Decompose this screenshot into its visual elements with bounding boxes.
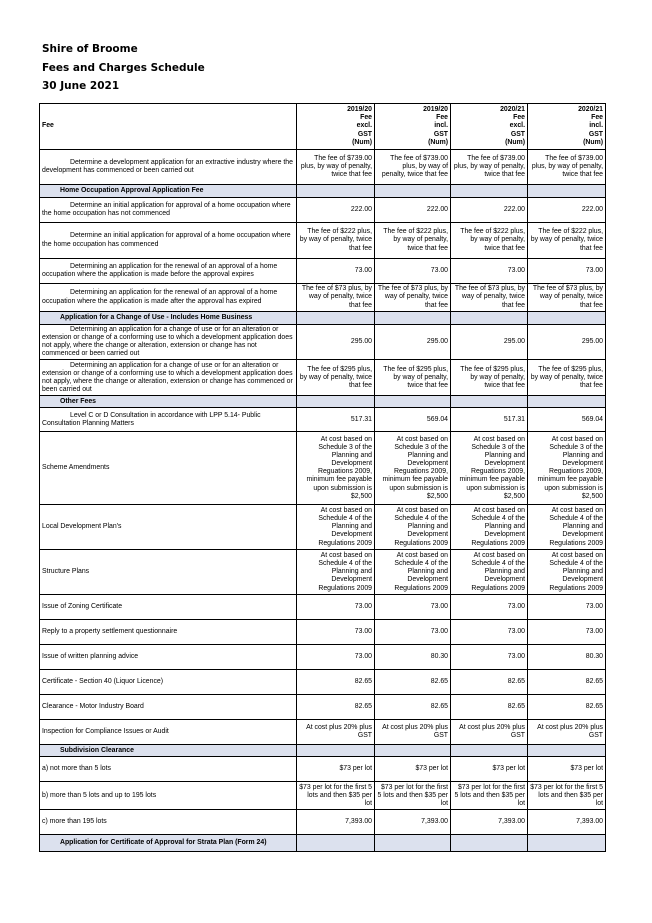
fee-value-cell: 295.00 [297,325,375,360]
fee-value-cell: The fee of $73 plus, by way of penalty, twice that fee [451,284,528,312]
section-empty-cell [297,312,375,325]
fee-value-cell: 73.00 [528,620,606,645]
fee-description: Clearance - Motor Industry Board [40,695,297,720]
fee-value-cell: 7,393.00 [451,810,528,835]
fee-value-cell: $73 per lot [528,757,606,782]
fee-value-cell: 569.04 [528,408,606,432]
fee-value-cell: $73 per lot for the first 5 lots and then $35 per lot [297,782,375,810]
fee-value-cell: $73 per lot [375,757,451,782]
fee-value-cell: 73.00 [451,620,528,645]
fee-value-cell: $73 per lot for the first 5 lots and then $35 per lot [375,782,451,810]
fee-description: Determine an initial application for approval of a home occupation where the home occupation has not commenced [40,198,297,223]
fee-description: b) more than 5 lots and up to 195 lots [40,782,297,810]
section-empty-cell [375,835,451,852]
schedule-title: Fees and Charges Schedule [42,61,205,74]
fee-value-cell: At cost based on Schedule 4 of the Planning and Development Regulations 2009 [451,550,528,595]
table-row [40,198,606,223]
fee-value-cell: 82.65 [451,695,528,720]
fee-description: Level C or D Consultation in accordance with LPP 5.14- Public Consultation Planning Matters [40,408,297,432]
fee-value-cell: 569.04 [375,408,451,432]
fee-value-cell: At cost based on Schedule 4 of the Planning and Development Regulations 2009 [375,550,451,595]
fee-value-cell: 82.65 [528,695,606,720]
fee-value-cell: The fee of $295 plus, by way of penalty, twice that fee [375,360,451,396]
table-row [40,595,606,620]
fee-description: Structure Plans [40,550,297,595]
fee-value-cell: 73.00 [297,620,375,645]
fee-description: Local Development Plan's [40,505,297,550]
fee-value-cell: 222.00 [451,198,528,223]
fee-value-cell: 517.31 [297,408,375,432]
fee-value-cell: At cost based on Schedule 4 of the Planning and Development Regulations 2009 [451,505,528,550]
fee-value-cell: 295.00 [375,325,451,360]
fee-description: Determining an application for the renewal of an approval of a home occupation where the application is made before the approval expires [40,259,297,284]
fee-value-cell: At cost based on Schedule 3 of the Planning and Development Reguations 2009, minimum fee payable upon submission is $2,500 [375,432,451,505]
table-row [40,325,606,360]
table-header-row [40,104,606,150]
section-title: Subdivision Clearance [40,745,297,757]
section-empty-cell [451,396,528,408]
section-title: Other Fees [40,396,297,408]
table-row [40,150,606,185]
table-row [40,670,606,695]
fee-value-cell: 73.00 [451,595,528,620]
fee-value-cell: 80.30 [528,645,606,670]
fee-value-cell: The fee of $73 plus, by way of penalty, twice that fee [297,284,375,312]
fee-value-cell: 7,393.00 [375,810,451,835]
fee-value-cell: At cost based on Schedule 3 of the Planning and Development Reguations 2009, minimum fee payable upon submission is $2,500 [297,432,375,505]
fee-description: Reply to a property settlement questionnaire [40,620,297,645]
section-header-row [40,745,606,757]
fee-value-cell: $73 per lot [451,757,528,782]
fee-value-cell: The fee of $73 plus, by way of penalty, twice that fee [528,284,606,312]
fee-value-cell: The fee of $739.00 plus, by way of penalty, twice that fee [297,150,375,185]
fee-value-cell: $73 per lot for the first 5 lots and then $35 per lot [528,782,606,810]
section-title: Application for a Change of Use - Includes Home Business [40,312,297,325]
section-empty-cell [451,312,528,325]
section-header-row [40,835,606,852]
fee-value-cell: 73.00 [375,620,451,645]
table-row [40,810,606,835]
fee-value-cell: $73 per lot [297,757,375,782]
section-empty-cell [297,185,375,198]
section-header-row [40,396,606,408]
table-row [40,720,606,745]
fee-description: Determining an application for the renewal of an approval of a home occupation where the application is made after the approval has expired [40,284,297,312]
fee-value-cell: The fee of $222 plus, by way of penalty, twice that fee [528,223,606,259]
fee-value-cell: 222.00 [375,198,451,223]
fee-description: Determine an initial application for approval of a home occupation where the home occupation has commenced [40,223,297,259]
fee-value-cell: 295.00 [451,325,528,360]
section-empty-cell [528,745,606,757]
section-title: Home Occupation Approval Application Fee [40,185,297,198]
fee-value-cell: The fee of $222 plus, by way of penalty, twice that fee [375,223,451,259]
fee-value-cell: The fee of $739.00 plus, by way of penalty, twice that fee [375,150,451,185]
fee-value-cell: $73 per lot for the first 5 lots and then $35 per lot [451,782,528,810]
table-row [40,695,606,720]
section-header-row [40,312,606,325]
fee-value-cell: 73.00 [451,645,528,670]
table-row [40,360,606,396]
table-row [40,505,606,550]
fee-value-cell: 7,393.00 [297,810,375,835]
section-empty-cell [297,396,375,408]
fee-value-cell: The fee of $739.00 plus, by way of penalty, twice that fee [528,150,606,185]
table-row [40,620,606,645]
column-header-2020-21-incl: 2020/21 Fee incl. GST (Num) [528,104,606,150]
section-empty-cell [528,312,606,325]
fee-value-cell: 82.65 [528,670,606,695]
section-empty-cell [375,312,451,325]
fee-value-cell: At cost based on Schedule 4 of the Planning and Development Regulations 2009 [297,505,375,550]
fee-value-cell: 73.00 [297,595,375,620]
fee-value-cell: 73.00 [451,259,528,284]
fee-description: Issue of Zoning Certificate [40,595,297,620]
section-empty-cell [451,185,528,198]
fee-value-cell: 73.00 [528,595,606,620]
fee-value-cell: At cost based on Schedule 4 of the Planning and Development Regulations 2009 [528,505,606,550]
fee-value-cell: 82.65 [297,695,375,720]
table-row [40,645,606,670]
fee-description: Issue of written planning advice [40,645,297,670]
fee-value-cell: 73.00 [528,259,606,284]
section-header-row [40,185,606,198]
fee-value-cell: The fee of $222 plus, by way of penalty, twice that fee [451,223,528,259]
schedule-date: 30 June 2021 [42,80,120,92]
fee-value-cell: The fee of $295 plus, by way of penalty, twice that fee [297,360,375,396]
fee-description: Certificate - Section 40 (Liquor Licence) [40,670,297,695]
fees-table [39,103,606,852]
column-header-2020-21-excl: 2020/21 Fee excl. GST (Num) [451,104,528,150]
fee-value-cell: 82.65 [375,695,451,720]
table-row [40,757,606,782]
fee-value-cell: At cost plus 20% plus GST [528,720,606,745]
section-empty-cell [528,396,606,408]
column-header-2019-20-excl: 2019/20 Fee excl. GST (Num) [297,104,375,150]
table-row [40,782,606,810]
fee-value-cell: 7,393.00 [528,810,606,835]
fee-value-cell: 80.30 [375,645,451,670]
fee-description: Scheme Amendments [40,432,297,505]
section-empty-cell [528,835,606,852]
fee-value-cell: The fee of $295 plus, by way of penalty, twice that fee [451,360,528,396]
section-empty-cell [297,745,375,757]
fee-description: Determining an application for a change of use or for an alteration or extension or change of a conforming use to which a development application does not apply, where the change or alteration, extension or change has commenced or been carried out [40,360,297,396]
section-empty-cell [375,396,451,408]
section-empty-cell [528,185,606,198]
fee-value-cell: The fee of $295 plus, by way of penalty, twice that fee [528,360,606,396]
fee-description: a) not more than 5 lots [40,757,297,782]
fee-description: Inspection for Compliance Issues or Audit [40,720,297,745]
table-row [40,550,606,595]
section-empty-cell [297,835,375,852]
fee-value-cell: 222.00 [528,198,606,223]
fee-value-cell: 82.65 [375,670,451,695]
column-header-2019-20-incl: 2019/20 Fee incl. GST (Num) [375,104,451,150]
fee-value-cell: At cost plus 20% plus GST [375,720,451,745]
fee-value-cell: At cost based on Schedule 3 of the Planning and Development Reguations 2009, minimum fee payable upon submission is $2,500 [451,432,528,505]
fee-value-cell: The fee of $73 plus, by way of penalty, twice that fee [375,284,451,312]
fee-value-cell: 73.00 [375,259,451,284]
table-row [40,223,606,259]
section-empty-cell [375,185,451,198]
fee-description: Determining an application for a change of use or for an alteration or extension or change of a conforming use to which a development application does not apply, where the change or alteration, extension or change has not commenced or been carried out [40,325,297,360]
fee-value-cell: 517.31 [451,408,528,432]
organisation-name: Shire of Broome [42,43,138,55]
fee-column-header: Fee [40,104,297,150]
table-row [40,432,606,505]
fee-value-cell: 82.65 [297,670,375,695]
fees-table-body [40,150,606,852]
fee-value-cell: 73.00 [297,645,375,670]
fee-value-cell: At cost based on Schedule 4 of the Planning and Development Regulations 2009 [528,550,606,595]
fee-value-cell: At cost based on Schedule 4 of the Planning and Development Regulations 2009 [297,550,375,595]
fee-value-cell: At cost plus 20% plus GST [297,720,375,745]
table-row [40,408,606,432]
fee-value-cell: At cost based on Schedule 3 of the Planning and Development Reguations 2009, minimum fee payable upon submission is $2,500 [528,432,606,505]
fee-value-cell: 82.65 [451,670,528,695]
table-row [40,259,606,284]
section-empty-cell [451,745,528,757]
fee-value-cell: At cost plus 20% plus GST [451,720,528,745]
section-empty-cell [451,835,528,852]
section-title: Application for Certificate of Approval for Strata Plan (Form 24) [40,835,297,852]
table-row [40,284,606,312]
fee-value-cell: The fee of $222 plus, by way of penalty, twice that fee [297,223,375,259]
fee-value-cell: The fee of $739.00 plus, by way of penalty, twice that fee [451,150,528,185]
document-header [42,40,205,96]
fee-value-cell: 295.00 [528,325,606,360]
fee-value-cell: 73.00 [375,595,451,620]
fee-value-cell: 73.00 [297,259,375,284]
fee-value-cell: 222.00 [297,198,375,223]
fee-description: c) more than 195 lots [40,810,297,835]
section-empty-cell [375,745,451,757]
fee-description: Determine a development application for an extractive industry where the development has commenced or been carried out [40,150,297,185]
fee-value-cell: At cost based on Schedule 4 of the Planning and Development Regulations 2009 [375,505,451,550]
